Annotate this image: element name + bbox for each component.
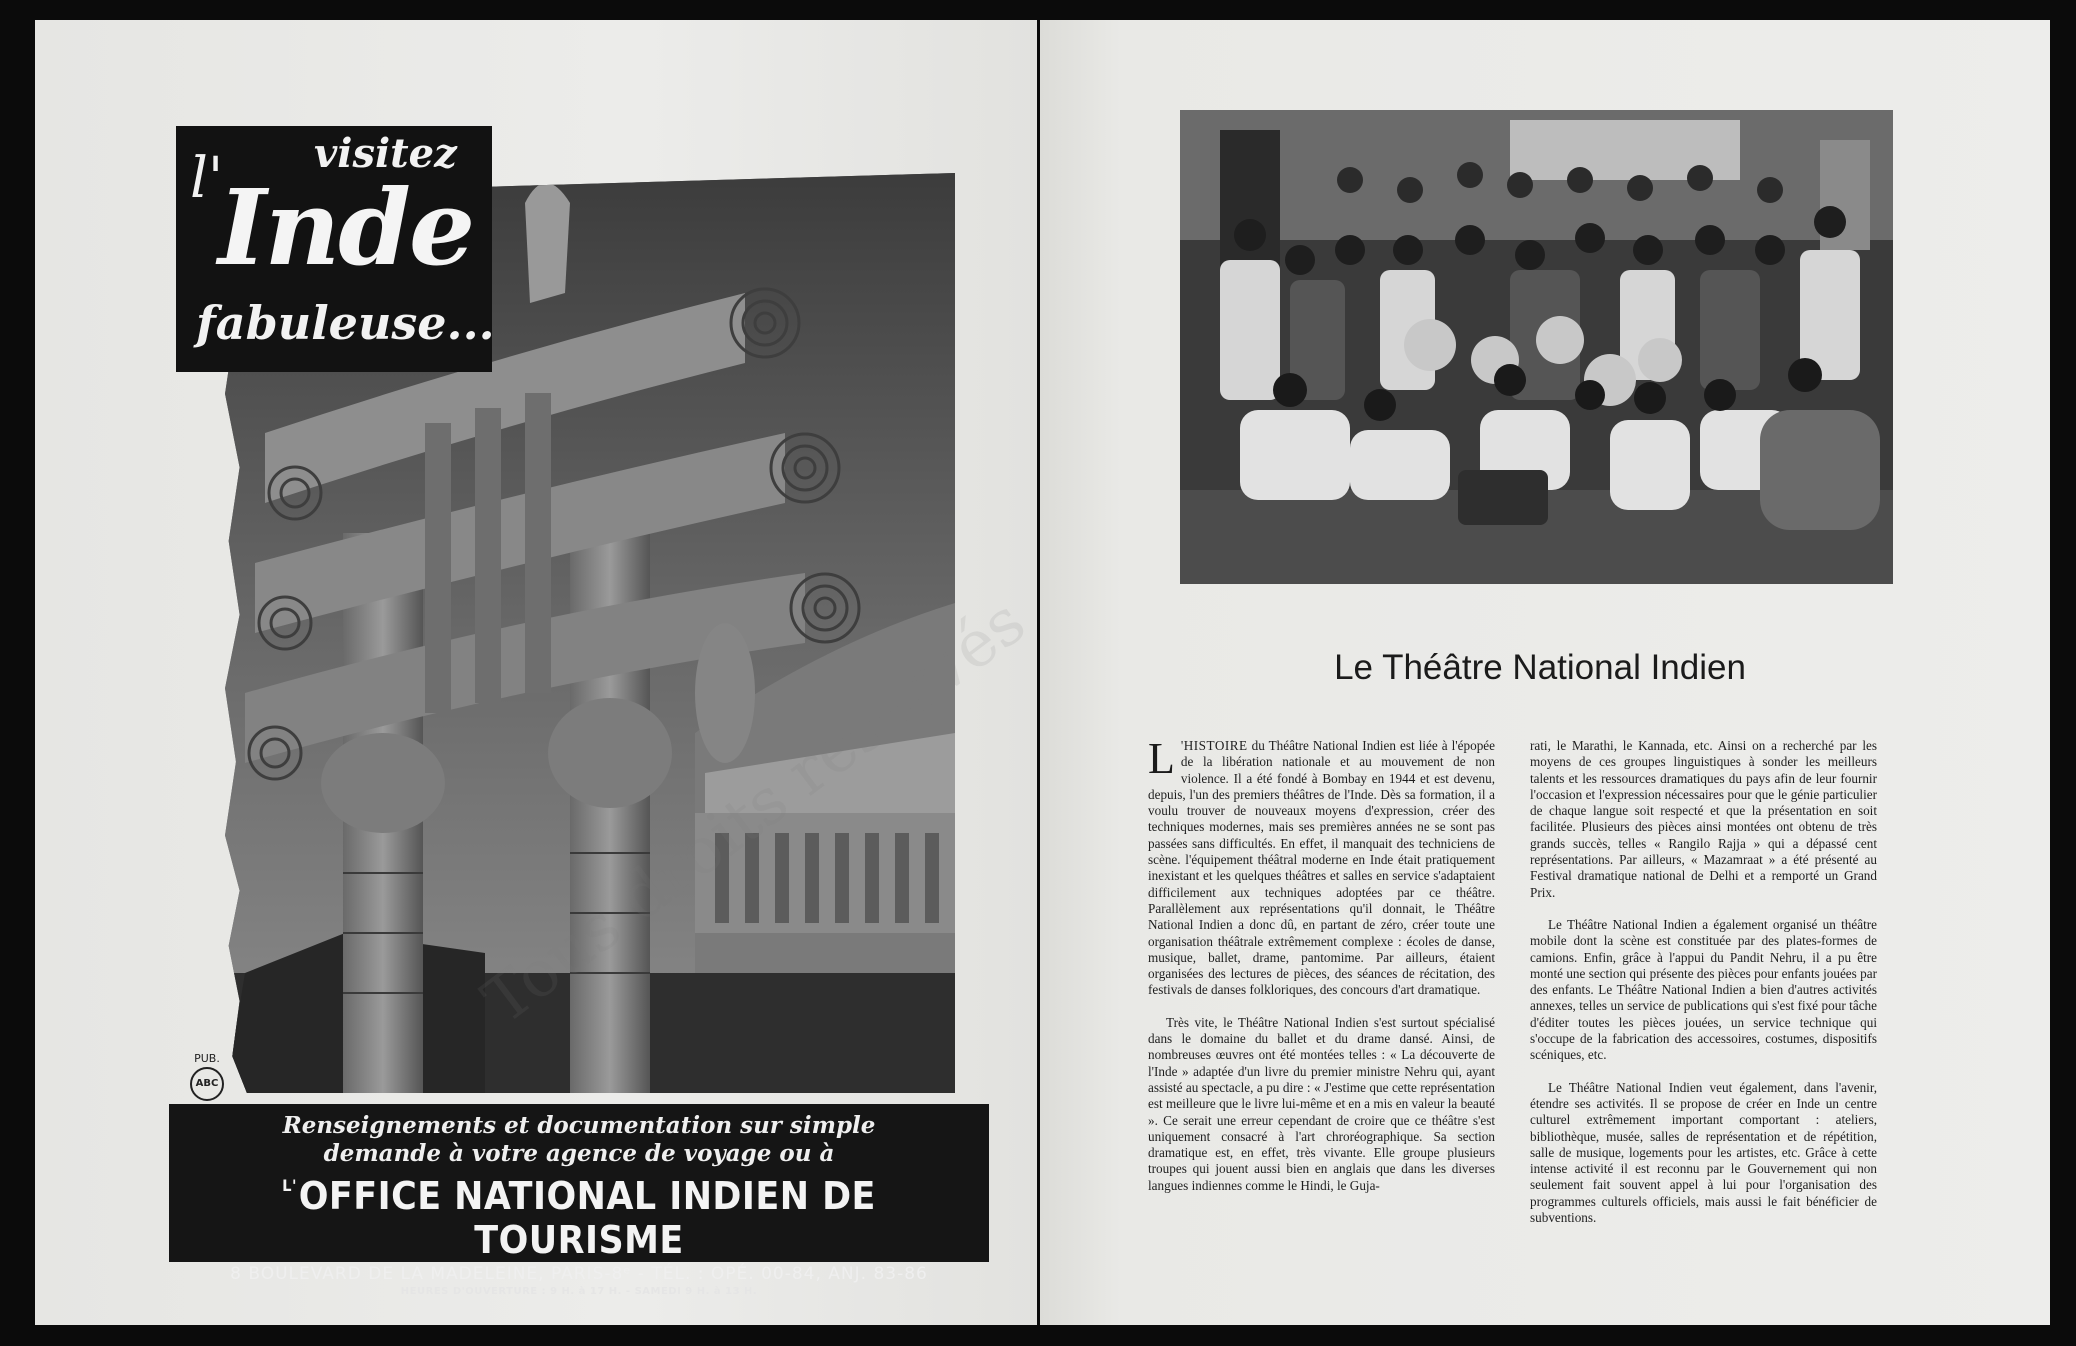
- article-paragraph: [1148, 734, 1495, 999]
- right-page: [1040, 20, 2050, 1325]
- article-paragraph: Le Théâtre National Indien veut également, dans l'avenir, étendre ses activités. Il se propose de créer en Inde un centre culturel extrêmement important comportant : ateliers, bibliothèque, musée, salles de représentation et de répétition, salle de musique, logements pour les artistes, etc. Grâce à cette intense activité il est reconnu par le Gouvernement qui non seulement fait souvent appel à lui pour l'organisation des programmes culturels officiels, mais aussi le fait bénéficier de subventions.: [1530, 1079, 1877, 1226]
- office-hours: HEURES D'OUVERTURE : 9 H. à 17 H. - SAMEDI 9 H. à 13 H.: [400, 1286, 758, 1297]
- article-column-left: [1148, 734, 1495, 1210]
- article-title: Le Théâtre National Indien: [1334, 648, 1746, 687]
- office-prefix: L': [282, 1176, 297, 1195]
- headline-inde: Inde: [218, 166, 474, 289]
- paragraph-lead: 'HISTOIRE: [1180, 738, 1248, 753]
- article-column-right: [1530, 738, 1877, 1242]
- article-paragraph: rati, le Marathi, le Kannada, etc. Ainsi on a recherché par les moyens de ces groupes linguistiques à sonder les meilleurs talents et les ressources dramatiques du pays afin de leur fournir l'occasion et l'expression nécessaires pour que le génie particulier de chaque langue soit respecté et que la présentation en soit facilitée. Plusieurs des pièces ainsi montées ont obtenu de très grands succès, telles « Rangilo Rajja » qui a dépassé cent représentations. Par ailleurs, « Mazamraat » a été présenté au Festival dramatique national de Delhi et a remporté un Grand Prix.: [1530, 738, 1877, 900]
- theatre-group-photo: [1180, 110, 1893, 584]
- abc-badge: ABC: [190, 1067, 224, 1101]
- headline-visitez: visitez: [314, 130, 457, 177]
- tourism-info-box: [169, 1104, 989, 1297]
- info-line-2: demande à votre agence de voyage ou à: [323, 1140, 835, 1167]
- headline-l-prefix: l': [190, 146, 224, 211]
- pub-mark: [187, 1052, 227, 1101]
- group-photo-illustration: [1180, 110, 1893, 584]
- info-line-1: Renseignements et documentation sur simple: [282, 1112, 876, 1139]
- article-paragraph: Très vite, le Théâtre National Indien s'est surtout spécialisé dans le domaine du ballet et du drame dansé. Ainsi, de nombreuses œuvres ont été montées telles : « La découverte de l'Inde » adaptée d'un livre du premier ministre Nehru qui, ayant assisté au spectacle, a pu dire : « J'estime que cette représentation est meilleure que le livre lui-même et en a mis en valeur la beauté ». Ce serait une erreur cependant de croire que ce théâtre s'est uniquement consacré à l'art chroréographique. Sa section dramatique est, en effet, très vivante. Elle groupe plusieurs troupes qui jouent aussi bien en anglais que dans les diverses langues indiennes comme le Hindi, le Guja-: [1148, 1014, 1495, 1193]
- headline-fabuleuse: fabuleuse...: [196, 296, 495, 350]
- left-page: [35, 20, 1037, 1325]
- office-address: 8 BOULEVARD DE LA MADELEINE, PARIS-8ᵉ - TÉL. : OPÉ. 00-84, ANJ. 83-86: [230, 1264, 928, 1284]
- office-name: [202, 1174, 956, 1262]
- pub-label: PUB.: [194, 1052, 220, 1065]
- drop-cap: L: [1148, 734, 1175, 783]
- paragraph-text: du Théâtre National Indien est liée à l'épopée de la libération nationale et au mouvement de non violence. Il a été fondé à Bombay en 1944 et est devenu, depuis, l'un des premiers théâtres de l'Inde. Dès sa formation, il a voulu trouver de nouveaux moyens d'expression, créer des techniques modernes, mais ses premières années ne se sont pas passées sans difficultés. En effet, il manquait des techniciens de scène. l'équipement théâtral moderne en Inde était pratiquement inexistant et les quelques théâtres et salles en service s'adaptaient difficilement aux techniques adoptées par ce théâtre. Parallèlement aux représentations qu'il donnait, le Théâtre National Indien a donc dû, en partant de zéro, créer toute une organisation théâtrale extrêmement complexe : écoles de danse, musique, ballet, drame, pantomime. Par ailleurs, étaient organisées des lectures de pièces, des séances de récitation, des festivals de danses folkloriques, des concours d'art dramatique.: [1148, 738, 1495, 998]
- article-paragraph: Le Théâtre National Indien a également organisé un théâtre mobile dont la scène est constituée par des plates-formes de camions. Enfin, grâce à l'appui du Pandit Nehru, il a pu être monté une section qui présente des pièces pour enfants jouées par des enfants. Le Théâtre National Indien a bien d'autres activités annexes, telles un service de publications qui s'est fixé pour tâche d'éditer toutes les pièces jouées, un service technique qui s'occupe de la fabrication des accessoires, costumes, dispositifs scéniques, etc.: [1530, 916, 1877, 1063]
- headline-box: [176, 126, 495, 372]
- office-title: OFFICE NATIONAL INDIEN DE TOURISME: [298, 1174, 876, 1262]
